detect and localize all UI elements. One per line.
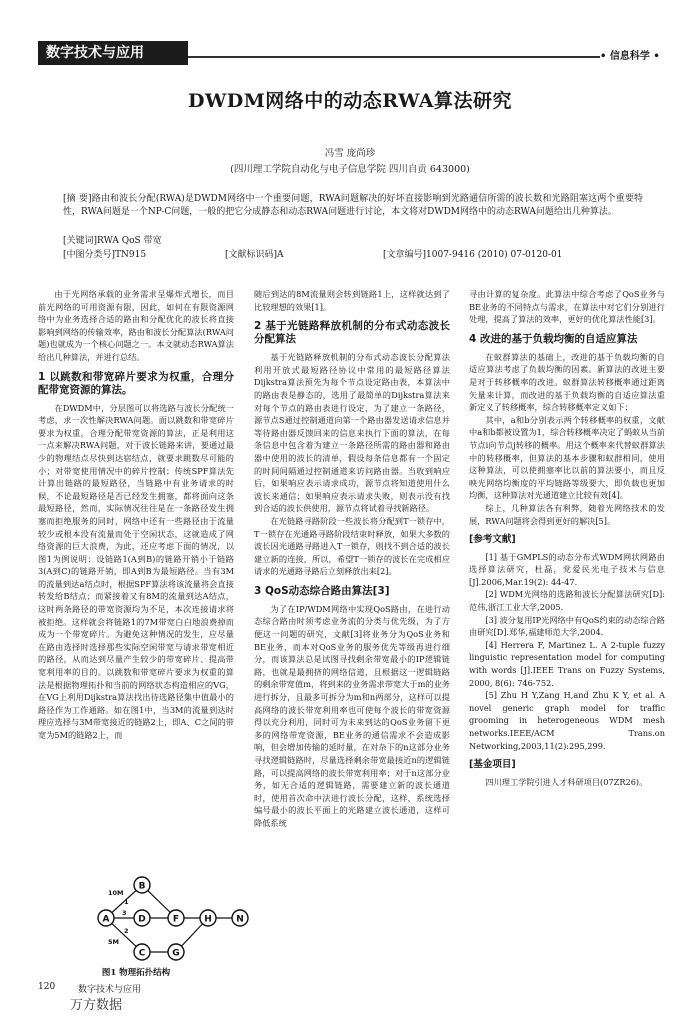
link-label-3: 3 <box>122 909 127 917</box>
abstract: [摘 要]路由和波长分配(RWA)是DWDM网络中一个重要问题，RWA问题解决的好坏直接影响到光路通信所需的波长数和光路阻塞这两个重要特性，RWA问题是一个NP-C问题，一般的把它分成静态和动态RWA问题进行讨论，本文将对DWDM网络中的动态RWA问题给出几种算法。 <box>63 194 643 217</box>
node-label-b: B <box>138 881 146 892</box>
journal-name: 数字技术与应用 <box>78 985 142 995</box>
link-label-10m: 10M <box>108 889 124 897</box>
section-2-paragraph-2: 在光链路寻路阶段一些波长将分配到T一锁存中，T一锁存在光通路寻路阶段结束时释放，如果大多数的波长因光通路寻路进入T一锁存，则找不到合适的波长建立新的连接，所以，希望T一锁存的波长在完成相应请求的光通路寻路后立刻释放出来[2]。 <box>254 515 450 577</box>
node-label-n: N <box>236 914 244 925</box>
node-label-g: G <box>172 948 180 959</box>
node-label-h: H <box>204 914 212 925</box>
reference-5: [5] Zhu H Y,Zang H,and Zhu K Y, et al. A novel generic graph model for traffic grooming in heterogeneous WDM mesh networks.IEEE/ACM Trans.on Networking,2003,11(2):295,299. <box>469 690 665 751</box>
node-label-f: F <box>172 914 180 925</box>
references-heading: [参考文献] <box>469 534 516 546</box>
node-label-a: A <box>102 914 110 925</box>
section-label: • 信息科学 • <box>600 51 660 62</box>
article-number: [文章编号]1007-9416 (2010) 07-0120-01 <box>383 250 563 260</box>
link-label-2: 2 <box>124 927 129 935</box>
affiliation: (四川理工学院自动化与电子信息学院 四川自贡 643000) <box>230 164 470 175</box>
column-3 <box>469 288 665 788</box>
column-1 <box>38 288 234 742</box>
reference-1: [1] 基于GMPLS的动态分布式WDM网状网路由选择算法研究，杜磊，党爱民光电子技术与信息[J].2006,Mar.19(2): 44-47. <box>469 551 665 587</box>
funding-body: 四川理工学院引进人才科研项目(07ZR26)。 <box>485 776 648 787</box>
section-4-heading: 4 改进的基于负载均衡的自适应算法 <box>469 332 638 345</box>
paper-title: DWDM网络中的动态RWA算法研究 <box>187 90 513 112</box>
reference-4: [4] Herrera F, Martinez L. A 2-tuple fuzzy linguistic representation model for computing with words [J].IEEE Trans on Fuzzy Systems, 2000, 8(6): 746-752. <box>469 639 665 688</box>
link-label-1: 1 <box>124 898 129 906</box>
node-label-c: C <box>138 948 146 959</box>
section-4-paragraph-3: 综上，几种算法各有利弊，随着光网络技术的发展，RWA问题将会得到更好的解决[5]。 <box>469 502 665 526</box>
section-4-paragraph-2: 其中，a和b分别表示两个转移概率的权重，文献中a和b都被设置为1，综合转移概率决定了蚂蚁从当前节点i向节点j转移的概率。用这个概率来代替蚁群算法中的转移概率，但算法的基本步骤和蚁群相同，使用这种算法，可以使拥塞率比以前的算法要小，而且反映光网络均衡度的平均链路等级要大，即负载也更加均衡，这种算法对光通道建立比较有效[4]。 <box>469 414 665 501</box>
keywords: [关键词]RWA QoS 带宽 <box>63 236 162 246</box>
class-number: [中图分类号]TN915 <box>63 250 147 260</box>
section-3-continued: 寻由计算的复杂度。此算法中综合考虑了QoS业务与BE业务的不同特点与需求，在算法中对它们分别进行处理，提高了算法的效率，更好的优化算法性能[3]。 <box>469 289 665 325</box>
authors: 冯雪 庞尚珍 <box>324 148 376 159</box>
section-2-heading: 2 基于光链路释放机制的分布式动态波长分配算法 <box>254 320 450 346</box>
section-3-heading: 3 QoS动态综合路由算法[3] <box>254 584 390 597</box>
section-3-body: 为了在IP/WDM网络中实现QoS路由，在进行动态综合路由时须考虑业务流的分类与优先级，为了方便这一问题的研究，文献[3]将业务分为QoS业务和BE业务，而本对QoS业务的服务优先等级再进行细分，而该算法总是试图寻找剩余带宽最小的IP逻辑链路，也就是最拥挤的网络信道，且根据这一逻辑链路的剩余带宽值m，将到来的业务需求带宽大于m的业务进行拆分，且最多可拆分为m和n两部分，这样可以提高网络的波长带宽利用率也可使每个波长的带宽资源得以充分利用，同时可为未来到达的QoS业务留下更多的网络带宽资源，BE业务的通信需求不会造成影响，但会增加传输的延时量，在对杂下的n这部分业务寻找逻辑链路时，尽量选择剩余带宽最接近n的逻辑链路，可以提高网络的波长带宽利用率；对于n这部分业务，如无合适的逻辑链路，需要建立新的波长通道时，使用首次命中法进行波长分配，这样，系统选择编号最小的波长平面上的光路建立波长通道，这样可降低系统 <box>254 603 450 828</box>
topology-figure <box>92 870 252 965</box>
link-label-5m: 5M <box>108 938 119 946</box>
reference-2: [2] WDM光网络的选路和波长分配算法研究[D]:范伟,浙江工业大学,2005. <box>469 589 665 613</box>
figure-caption: 图1 物理拓扑结构 <box>101 968 171 978</box>
section-1-continued: 随后到达的8M流量则会转到链路1上，这样就达到了比较理想的效果[1]。 <box>254 289 450 312</box>
watermark: 万方数据 <box>70 998 123 1013</box>
section-1-heading: 1 以跳数和带宽碎片要求为权重，合理分配带宽资源的算法。 <box>38 370 234 396</box>
column-2 <box>254 288 450 830</box>
section-1-body: 在DWDM中，分层图可以将选路与波长分配统一考虑，求一次性解决RWA问题。面以跳数和带宽碎片要求为权重，合理分配带宽资源的算法，正是利用这一点来解决RWA问题，对于波长链路来讲，要通过最少的物理结点尽快到达宿结点，就要求跳数尽可能的小；对带宽使用情况中的碎片控制；传统SPF算法先计算出链路的最短路径，当链路中有业务请求的时候，不论最短路径是否已经发生拥塞，都将面向这条最短路径，然而，实际情况往往是在一条路径发生拥塞而拒绝服务的同时，网络中还有一些路径由于流量较少或根本没有流量而处于空闲状态，这就造成了网络资源的巨大浪费，为此，还应考虑下面的情况，以图1为例说明：设链路1(A到B)的链路开销小于链路3(A到C)的链路开销，即A到B为最短路径。当有3M的流量到达a结点时，根据SPF算法将该流量将会直接转发给B结点；而紧接着又有8M的流量到达A结点，这时两条路径的带宽资源均为不足，本次连接请求将被拒绝。这样就会将链路1的7M带宽白白地浪费掉而成为一个带宽碎片。为避免这种情况的发生，应尽量在路由选择时选择那些实际空闲带宽与请求带宽相近的路径，从而达到尽量产生较少的带宽碎片、提高带宽利用率的目的。以跳数和带宽碎片要求为权重的算法是根据物理拓扑和当前的网络状态构造相应的VG，在VG上利用Dijkstra算法找出待选路径集中值最小的路径作为工作通路。如在图1中，当3M的流量到达时理应选择与3M带宽接近的链路2上，即A、C之间的带宽为5M的链路2上，而 <box>38 402 234 740</box>
node-label-d: D <box>138 914 146 925</box>
column-banner: 数字技术与应用 <box>38 41 188 65</box>
page-number: 120 <box>38 982 56 992</box>
intro-paragraph: 由于光网络承载的业务需求呈爆炸式增长，而目前光网络的可用资源有限，因此，如何在有限资源网络中为业务选择合适的路由和分配优化的波长将直接影响到网络的传输效率，路由和波长分配算法(RWA问题)也就成为一个核心问题之一。本文就动态RWA算法给出几种算法，并进行总结。 <box>38 289 234 362</box>
section-2-paragraph-1: 基于光链路释放机制的分布式动态波长分配算法利用开放式最短路径协议中常用的最短路径算法Dijkstra算法预先为每个节点设定路由表，本算法中的路由表是静态的，选用了最简单的Dijkstra算法来对每个节点的路由表进行设定，为了建立一条路径，源节点S通过控制通道向第一个路由器发送请求信息并等待路由器反馈回来的信息来执行下面的算法，在每条信息中包含着为建立一条路径所需的路由器和路由器中使用的波长的清单，假设每条信息都有一个固定的时间间隔通过控制通道来访问路由器。当收到响应后，如果响应表示请求成功，源节点将知道使用什么波长来通信；如果响应表示请求失败，则表示没有找到合适的波长供使用，源节点将试着寻找新路径。 <box>254 352 450 514</box>
reference-3: [3] 波分复用IP光网络中有QoS约束的动态综合路由研究[D].郑华,福建师范大学,2004. <box>469 614 665 638</box>
funding-heading: [基金项目] <box>469 759 516 771</box>
header-rule <box>188 56 600 58</box>
doc-code: [文献标识码]A <box>225 250 284 260</box>
section-4-paragraph-1: 在蚁群算法的基础上，改进的基于负载均衡的自适应算法考虑了负载均衡的因素。新算法的改进主要是对于转移概率的改进。蚁群算法转移概率通过距离矢量来计算，而改进的基于负载均衡的自适应算法重新定义了转移概率，综合转移概率定义如下： <box>469 351 665 413</box>
classification-row <box>63 249 643 262</box>
